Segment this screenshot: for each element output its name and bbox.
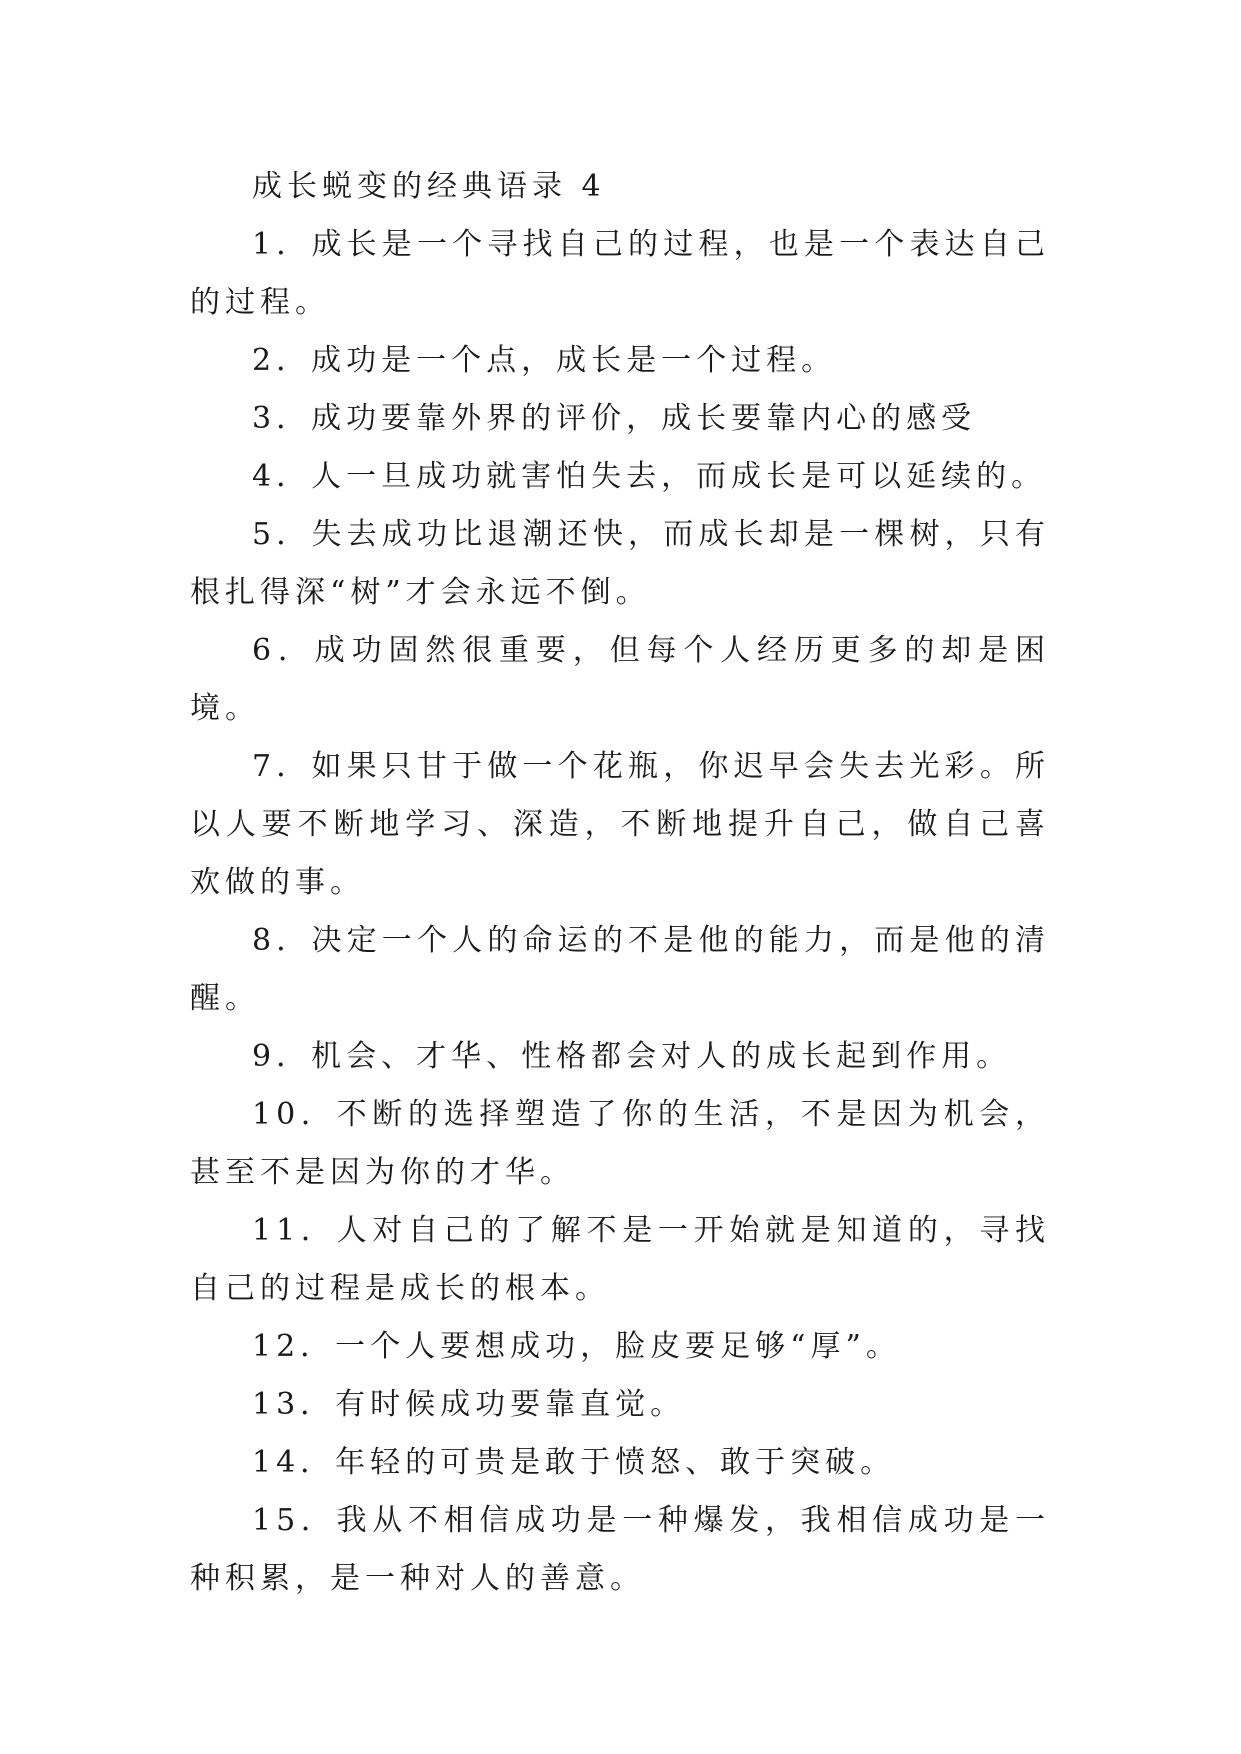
quote-item: 8．决定一个人的命运的不是他的能力，而是他的清醒。 <box>190 923 1050 1016</box>
document-title: 成长蜕变的经典语录 4 <box>252 169 606 204</box>
quote-item: 7．如果只甘于做一个花瓶，你迟早会失去光彩。所以人要不断地学习、深造，不断地提升自己，做自己喜欢做的事。 <box>190 749 1050 900</box>
quote-item: 9．机会、才华、性格都会对人的成长起到作用。 <box>252 1039 1012 1074</box>
quote-item: 10．不断的选择塑造了你的生活，不是因为机会，甚至不是因为你的才华。 <box>190 1097 1050 1190</box>
document-body <box>190 158 1050 1608</box>
quote-item: 4．人一旦成功就害怕失去，而成长是可以延续的。 <box>252 459 1047 494</box>
quote-item: 2．成功是一个点，成长是一个过程。 <box>252 343 837 378</box>
quote-item: 13．有时候成功要靠直觉。 <box>252 1387 686 1422</box>
quote-item: 11．人对自己的了解不是一开始就是知道的，寻找自己的过程是成长的根本。 <box>190 1213 1050 1306</box>
quote-item: 6．成功固然很重要，但每个人经历更多的却是困境。 <box>190 633 1050 726</box>
quote-item: 14．年轻的可贵是敢于愤怒、敢于突破。 <box>252 1445 896 1480</box>
quote-item: 12．一个人要想成功，脸皮要足够“厚”。 <box>252 1329 901 1364</box>
quote-item: 15．我从不相信成功是一种爆发，我相信成功是一种积累，是一种对人的善意。 <box>190 1503 1050 1596</box>
quote-item: 1．成长是一个寻找自己的过程，也是一个表达自己的过程。 <box>190 227 1050 320</box>
quote-item: 3．成功要靠外界的评价，成长要靠内心的感受 <box>252 401 977 436</box>
quote-item: 5．失去成功比退潮还快，而成长却是一棵树，只有根扎得深“树”才会永远不倒。 <box>190 517 1050 610</box>
